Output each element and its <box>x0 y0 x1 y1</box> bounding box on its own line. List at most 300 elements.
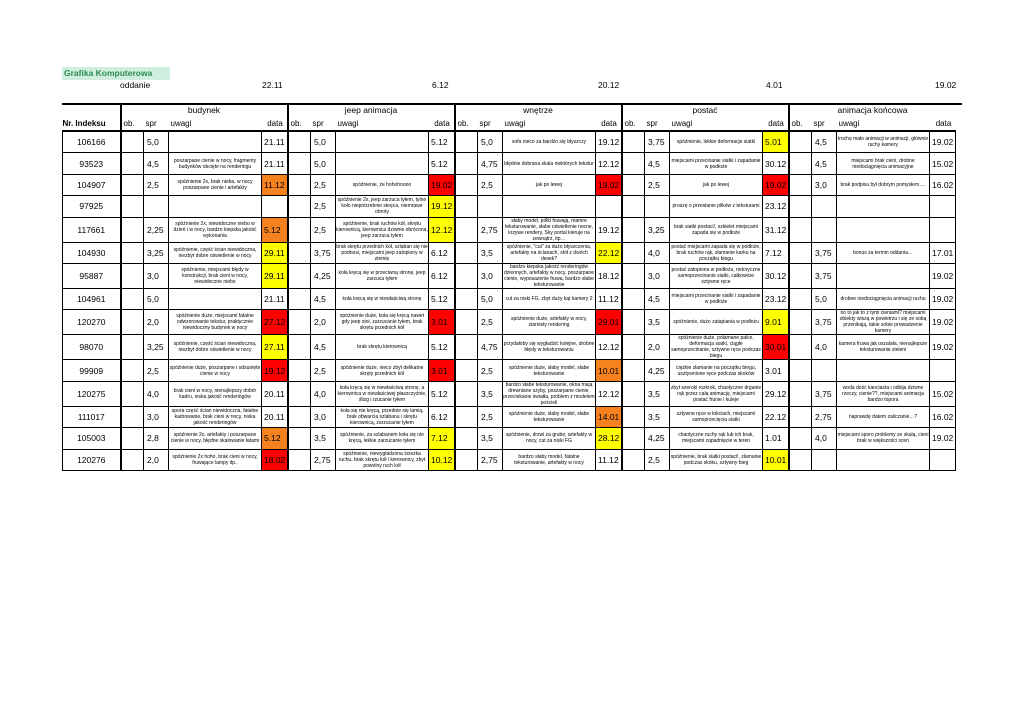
submission-date: 29.12 <box>763 381 789 406</box>
submission-date <box>930 360 956 381</box>
submission-date: 12.12 <box>596 153 622 174</box>
submission-date: 7.12 <box>763 242 789 263</box>
group-title: animacja końcowa <box>789 103 956 117</box>
ob-cell <box>121 131 144 153</box>
table-row <box>63 217 956 242</box>
ob-cell <box>455 360 478 381</box>
comment-text: woda dość kanciasta i odbija dziwne rzeczy, cienie??, miejscami animacja bardzo topora <box>837 381 930 406</box>
grade-value: 4,0 <box>311 381 336 406</box>
ob-cell <box>121 360 144 381</box>
comment-text <box>169 131 262 153</box>
ob-cell <box>121 310 144 335</box>
grade-value: 2,0 <box>311 310 336 335</box>
submission-date: 30.12 <box>763 153 789 174</box>
comment-text: bardzo słaby model, fatalne teksturowanie, artefakty w nocy <box>503 449 596 470</box>
submission-date: 10.01 <box>763 449 789 470</box>
ob-cell <box>455 242 478 263</box>
comment-text: spóźnienie 2x, jeep zarzuca tyłem, tylne koło niepotrzebnie skręca, niemrawe obroty <box>336 196 429 217</box>
col-header-spr: spr <box>312 119 324 128</box>
ob-cell <box>121 217 144 242</box>
col-header-spr: spr <box>813 119 825 128</box>
comment-text <box>837 263 930 288</box>
submission-date: 10.01 <box>596 360 622 381</box>
group-header-row <box>63 103 956 117</box>
grade-value: 4,5 <box>645 288 670 309</box>
comment-text: brak siatki postaci!, szkielet miejscami zapada się w podłoże <box>670 217 763 242</box>
ob-cell <box>622 217 645 242</box>
ob-cell <box>789 381 812 406</box>
comment-text: koła kręcą się w niewłaściwą stronę, a kierownica w niewłaściwej płaszczyźnie, ślizg i rzucanie tyłem <box>336 381 429 406</box>
ob-cell <box>622 153 645 174</box>
comment-text: słaby model, półki fruwają, mamre teksturowanie, słabe oświetlenie nocne, krzywe rendery, Sky portal kieruje na zewnątrz, itp… <box>503 217 596 242</box>
ob-cell <box>288 217 311 242</box>
submission-date: 16.02 <box>930 174 956 195</box>
comment-text: jak po lewej <box>503 174 596 195</box>
ob-cell <box>622 335 645 360</box>
submission-date: 7.12 <box>429 428 455 449</box>
group-title: budynek <box>121 103 288 117</box>
ob-cell <box>455 174 478 195</box>
comment-text: chaotyczne ruchy rąk lub ich brak, miejscami zapadnięcie w teren <box>670 428 763 449</box>
submission-date: 19.02 <box>763 174 789 195</box>
grade-value: 4,25 <box>645 428 670 449</box>
ob-cell <box>288 381 311 406</box>
grade-value: 5,0 <box>144 131 169 153</box>
comment-text: sztywne ręce w łokciach, miejscami samoprzecięcia siatki <box>670 406 763 427</box>
comment-text: sofa nieco za bardzo się błyszczy <box>503 131 596 153</box>
grade-value: 4,75 <box>478 153 503 174</box>
ob-cell <box>455 263 478 288</box>
col-header-uwagi: uwagi <box>671 119 693 128</box>
table-row <box>63 335 956 360</box>
submission-date: 16.02 <box>930 406 956 427</box>
ob-cell <box>288 335 311 360</box>
grade-value: 3,0 <box>144 406 169 427</box>
col-header-spr: spr <box>646 119 658 128</box>
student-id: 117661 <box>63 217 121 242</box>
deadline-row <box>62 80 962 92</box>
comment-text: bardzo kiepska jakość renderingów dziennych, artefakty w nocy, poszarpane cienie, wyposażenie fruwa, bardzo słabe teksturowanie <box>504 263 594 288</box>
comment-text: przydałoby się wygładzić kolejne, drobne błędy w teksturowaniu <box>503 335 596 360</box>
student-id: 104961 <box>63 288 121 309</box>
deadline-label: oddanie <box>120 80 151 90</box>
submission-date: 12.12 <box>429 217 455 242</box>
ob-cell <box>455 310 478 335</box>
sheet-title: Grafika Komputerowa <box>62 67 170 80</box>
group-title: wnętrze <box>455 103 622 117</box>
comment-text: spóźnienie duże, słaby model, słabe teksturowanie <box>503 360 596 381</box>
comment-text: spóźnienie, że hohohoooo <box>336 174 429 195</box>
student-id: 95887 <box>63 263 121 288</box>
col-header-uwagi: uwagi <box>337 119 359 128</box>
comment-text: miejscami przecinanie siatki i zapadanie w podłoże <box>670 288 763 309</box>
comment-text: spóźnienie, za szlabanem koła się nie kręcą, lekkie zarzucanie tyłem <box>336 428 429 449</box>
ob-cell <box>121 288 144 309</box>
deadline-animacja: 19.02 <box>935 80 957 90</box>
comment-text: spóźnienie duże, miejscami fatalne odwzorowanie tekstur, praktycznie niewidoczny budynek w nocy <box>169 310 262 335</box>
ob-cell <box>622 263 645 288</box>
ob-cell <box>789 131 812 153</box>
grade-value: 3,75 <box>812 263 837 288</box>
grade-value: 2,5 <box>478 360 503 381</box>
comment-text: błędnie dobrana skala niektórych tekstur <box>503 153 596 174</box>
submission-date: 5.12 <box>262 217 288 242</box>
submission-date: 21.11 <box>262 288 288 309</box>
comment-text: brak cieni w nocy, nienajlepszy dobór kadru, niska jakość renderingów <box>169 381 262 406</box>
ob-cell <box>622 449 645 470</box>
comment-text: spóźnienie 2x, brak nieba, w nocy poszarpane cienie i artefakty <box>169 174 262 195</box>
ob-cell <box>121 174 144 195</box>
ob-cell <box>789 406 812 427</box>
ob-cell <box>288 263 311 288</box>
ob-cell <box>121 381 144 406</box>
grade-value <box>812 196 837 217</box>
comment-text <box>837 196 930 217</box>
grade-value: 3,0 <box>478 263 503 288</box>
submission-date: 30.12 <box>763 263 789 288</box>
ob-cell <box>455 335 478 360</box>
group-spacer <box>63 103 121 117</box>
comment-text: koła kręcą się w przeciwną stronę, jeep zarzuca tyłem <box>336 263 429 288</box>
grade-value: 2,5 <box>311 174 336 195</box>
col-header-spr: spr <box>479 119 491 128</box>
student-id: 93523 <box>63 153 121 174</box>
ob-cell <box>789 174 812 195</box>
submission-date: 12.12 <box>596 335 622 360</box>
student-id: 105003 <box>63 428 121 449</box>
comment-text: spóźnienie, miejscami błędy w konstrukcji, brak cieni w nocy, niewidoczne niebo <box>169 263 262 288</box>
grade-value: 2,75 <box>478 449 503 470</box>
grade-value: 3,0 <box>144 263 169 288</box>
col-header-data: data <box>267 119 283 128</box>
grade-value: 4,75 <box>478 335 503 360</box>
submission-date: 14.01 <box>596 406 622 427</box>
ob-cell <box>622 428 645 449</box>
ob-cell <box>121 242 144 263</box>
submission-date: 19.02 <box>930 131 956 153</box>
grade-value <box>144 196 169 217</box>
grade-value: 3,0 <box>812 174 837 195</box>
student-id: 120270 <box>63 310 121 335</box>
grade-value: 3,5 <box>645 381 670 406</box>
grade-value: 3,25 <box>144 242 169 263</box>
ob-cell <box>789 263 812 288</box>
submission-date: 19.12 <box>596 131 622 153</box>
student-id: 120275 <box>63 381 121 406</box>
table-row <box>63 406 956 427</box>
ob-cell <box>455 406 478 427</box>
grade-value: 3,75 <box>812 381 837 406</box>
grade-value: 2,0 <box>645 335 670 360</box>
ob-cell <box>789 335 812 360</box>
table-row <box>63 131 956 153</box>
group-title: postać <box>622 103 789 117</box>
submission-date: 15.02 <box>930 153 956 174</box>
comment-text: koła się nie kręcą, przednie się lamią, brak obwarcia szlabanu i skrętu kierownicą, zarzucanie tyłem <box>336 406 429 427</box>
submission-date: 5.01 <box>763 131 789 153</box>
grade-value: 2,5 <box>645 449 670 470</box>
ob-cell <box>789 360 812 381</box>
submission-date: 5.12 <box>429 131 455 153</box>
comment-text: postać zatopiona w podłożu, notoryczne samoprzecinanie siatki, całkowicie sztywne ręce <box>670 263 763 288</box>
submission-date: 29.11 <box>262 263 288 288</box>
submission-date: 6.12 <box>429 242 455 263</box>
submission-date: 23.12 <box>763 288 789 309</box>
submission-date: 21.11 <box>262 131 288 153</box>
submission-date: 1.01 <box>763 428 789 449</box>
grade-value <box>645 196 670 217</box>
submission-date: 19.02 <box>930 263 956 288</box>
student-id: 104930 <box>63 242 121 263</box>
deadline-wnetrze: 20.12 <box>598 80 620 90</box>
comment-text: spóźnienie 2x, niewidoczne niebo w dzień i w nocy, bardzo kiepska jakość wykonania <box>169 217 262 242</box>
comment-text: spóźnienie duże, nieco zbyt delikatne skręty przednich kół <box>336 360 429 381</box>
submission-date: 19.12 <box>262 360 288 381</box>
grade-value: 3,25 <box>645 217 670 242</box>
ob-cell <box>789 153 812 174</box>
submission-date <box>262 196 288 217</box>
comment-text <box>503 196 596 217</box>
table-row <box>63 449 956 470</box>
grade-value: 5,0 <box>478 288 503 309</box>
comment-text: bonus za termin oddania… <box>837 242 930 263</box>
ob-cell <box>121 196 144 217</box>
submission-date: 15.02 <box>930 381 956 406</box>
grade-value <box>812 360 837 381</box>
ob-cell <box>789 310 812 335</box>
grade-value: 2,0 <box>144 310 169 335</box>
table-row <box>63 381 956 406</box>
comment-text: miejscami sporo problemy ze skalą, cieni brak w większości scen <box>837 428 930 449</box>
submission-date: 12.12 <box>596 381 622 406</box>
submission-date: 9.01 <box>763 310 789 335</box>
grade-value: 4,5 <box>311 288 336 309</box>
ob-cell <box>288 428 311 449</box>
comment-text: naprawdę datem zaliczanie…? <box>837 406 930 427</box>
ob-cell <box>789 288 812 309</box>
ob-cell <box>288 449 311 470</box>
grade-value: 4,5 <box>812 131 837 153</box>
comment-text: koła kręcą się w niewłaściwą stronę <box>336 288 429 309</box>
submission-date: 19.02 <box>930 288 956 309</box>
comment-text: jak po lewej <box>670 174 763 195</box>
ob-cell <box>455 428 478 449</box>
grade-value: 4,5 <box>645 153 670 174</box>
grade-value: 3,5 <box>478 242 503 263</box>
ob-cell <box>121 263 144 288</box>
submission-date <box>930 449 956 470</box>
ob-cell <box>622 131 645 153</box>
submission-date: 27.11 <box>262 335 288 360</box>
table-row <box>63 428 956 449</box>
col-header-uwagi: uwagi <box>504 119 526 128</box>
grade-value: 4,0 <box>144 381 169 406</box>
table-row <box>63 174 956 195</box>
grade-value: 3,0 <box>645 263 670 288</box>
ob-cell <box>288 242 311 263</box>
ob-cell <box>288 153 311 174</box>
submission-date: 19.02 <box>930 428 956 449</box>
grade-value: 3,5 <box>311 428 336 449</box>
submission-date: 3.01 <box>429 310 455 335</box>
submission-date: 3.01 <box>429 360 455 381</box>
submission-date: 30.01 <box>763 335 789 360</box>
deadline-jeep: 6.12 <box>432 80 449 90</box>
table-row <box>63 196 956 217</box>
col-header-ob: ob. <box>455 117 478 131</box>
comment-text: proszę o przesłanie plików z teksturami <box>670 196 763 217</box>
ob-cell <box>455 288 478 309</box>
grade-value: 2,0 <box>144 449 169 470</box>
ob-cell <box>455 449 478 470</box>
comment-text: zbyt szeroki rozkrok, chaotyczne drganie rąk przez całą animację, miejscami postać frunie i kuleje <box>670 381 763 406</box>
grade-value: 4,0 <box>812 428 837 449</box>
grade-value: 4,5 <box>812 153 837 174</box>
grade-value: 3,75 <box>311 242 336 263</box>
comment-text: spóźnienie, drzwi za grube, artefakty w nocy, cut za niski FG <box>503 428 596 449</box>
comment-text: spóźnienie, lekkie deformacje siatki <box>670 131 763 153</box>
table-row <box>63 310 956 335</box>
ob-cell <box>622 381 645 406</box>
comment-text: spóźnienie, część ścian niewidoczna, niezbyt dobre oświetlenie w nocy <box>169 242 262 263</box>
grade-value: 3,5 <box>478 428 503 449</box>
grade-value: 2,5 <box>478 174 503 195</box>
submission-date <box>596 196 622 217</box>
submission-date: 10.12 <box>429 449 455 470</box>
table-row <box>63 153 956 174</box>
comment-text <box>336 153 429 174</box>
ob-cell <box>121 428 144 449</box>
comment-text: spóźnienie duże, artefakty w nocy, ziarnisty rendering <box>503 310 596 335</box>
grade-value: 5,0 <box>812 288 837 309</box>
submission-date: 18.12 <box>596 263 622 288</box>
submission-date: 19.02 <box>429 174 455 195</box>
ob-cell <box>622 174 645 195</box>
submission-date: 3.01 <box>763 360 789 381</box>
comment-text <box>169 196 262 217</box>
submission-date: 23.12 <box>763 196 789 217</box>
comment-text: drobne niedociągnięcia animacji ruchu <box>837 288 930 309</box>
comment-text: spóźnienie duże, słaby model, słabe teksturowanie <box>503 406 596 427</box>
submission-date: 18.02 <box>262 449 288 470</box>
submission-date: 19.02 <box>596 174 622 195</box>
student-id: 106166 <box>63 131 121 153</box>
submission-date: 17.01 <box>930 242 956 263</box>
grade-value: 2,75 <box>812 406 837 427</box>
col-header-index: Nr. Indeksu <box>62 119 106 128</box>
comment-text <box>336 131 429 153</box>
submission-date: 29.01 <box>596 310 622 335</box>
ob-cell <box>622 360 645 381</box>
col-header-uwagi: uwagi <box>170 119 192 128</box>
ob-cell <box>121 406 144 427</box>
table-row <box>63 288 956 309</box>
comment-text <box>837 449 930 470</box>
submission-date: 22.12 <box>596 242 622 263</box>
ob-cell <box>121 449 144 470</box>
ob-cell <box>622 406 645 427</box>
student-id: 111017 <box>63 406 121 427</box>
ob-cell <box>121 153 144 174</box>
submission-date: 20.11 <box>262 406 288 427</box>
ob-cell <box>455 131 478 153</box>
grade-value: 4,25 <box>645 360 670 381</box>
table-row <box>63 263 956 288</box>
ob-cell <box>455 381 478 406</box>
ob-cell <box>789 242 812 263</box>
col-header-data: data <box>434 119 450 128</box>
grade-value: 3,25 <box>144 335 169 360</box>
grade-value: 3,75 <box>812 242 837 263</box>
comment-text: spóźnienie, brak ruchów kół, skrętu kierownicą, kierownica dziwnie obrócona, jeep zarzuca tyłem <box>336 217 429 242</box>
grade-value: 4,0 <box>812 335 837 360</box>
comment-text: brak skrętu przednich kół, szlaban się nie podnosi, miejscami jeep zatopiony w ziemię <box>336 243 428 262</box>
grade-value: 3,0 <box>311 406 336 427</box>
grade-value: 2,25 <box>144 217 169 242</box>
comment-text: miejscami przecinanie siatki i zapadanie w podłoże <box>670 153 763 174</box>
ob-cell <box>622 242 645 263</box>
submission-date: 11.12 <box>262 174 288 195</box>
grade-value: 2,5 <box>311 360 336 381</box>
submission-date: 31.12 <box>763 217 789 242</box>
ob-cell <box>789 217 812 242</box>
comment-text: spóźnienie, niewygładzona ścieżka ruchu, brak skrętu kół i kierownicy, zbyt powolny ruch kół <box>336 449 429 470</box>
grade-value: 4,0 <box>645 242 670 263</box>
ob-cell <box>288 131 311 153</box>
comment-text: spóźnienie, część ścian niewidoczna, niezbyt dobre oświetlenie w nocy <box>169 335 262 360</box>
col-header-ob: ob. <box>288 117 311 131</box>
grade-value: 3,75 <box>812 310 837 335</box>
submission-date: 27.12 <box>262 310 288 335</box>
submission-date: 22.12 <box>763 406 789 427</box>
comment-text <box>837 217 930 242</box>
grade-value: 2,5 <box>144 360 169 381</box>
comment-text: spóźnienie duże, koła się kręcą nawet gdy jeep stoi, zarzucanie tyłem, brak skrętu przednich kół <box>336 310 429 335</box>
grade-value: 2,8 <box>144 428 169 449</box>
student-id: 99909 <box>63 360 121 381</box>
student-id: 98070 <box>63 335 121 360</box>
grade-value: 2,5 <box>311 196 336 217</box>
grade-value: 2,75 <box>478 217 503 242</box>
comment-text: brak skrętu kierownicą <box>336 335 429 360</box>
group-title: jeep animacja <box>288 103 455 117</box>
col-header-uwagi: uwagi <box>838 119 860 128</box>
ob-cell <box>288 360 311 381</box>
table-row <box>63 242 956 263</box>
grade-value: 2,5 <box>645 174 670 195</box>
comment-text: kamera fruwa jak oszalała, nienajlepsze teksturowanie zieleni <box>837 335 930 360</box>
submission-date: 19.12 <box>596 217 622 242</box>
ob-cell <box>455 196 478 217</box>
comment-text: cut za niski FG, zbyt duży kąt kamery 2 <box>503 288 596 309</box>
col-header-spr: spr <box>145 119 157 128</box>
submission-date: 11.12 <box>596 449 622 470</box>
ob-cell <box>121 335 144 360</box>
grade-value <box>478 196 503 217</box>
ob-cell <box>789 449 812 470</box>
comment-text: miejscami brak cieni, drobne niedociągnięcia animacyjne <box>837 153 930 174</box>
grade-value: 5,0 <box>144 288 169 309</box>
comment-text: spóźnienie 2x hoho, brak cieni w nocy, fruwające lampy itp.. <box>169 449 262 470</box>
submission-date: 20.11 <box>262 381 288 406</box>
grade-value <box>812 449 837 470</box>
student-id: 120276 <box>63 449 121 470</box>
submission-date <box>930 196 956 217</box>
submission-date: 19.02 <box>930 310 956 335</box>
comment-text: ciężkie złamanie na początku biegu, usztywnione ręce podczas skoków <box>670 360 763 381</box>
ob-cell <box>288 310 311 335</box>
ob-cell <box>622 310 645 335</box>
